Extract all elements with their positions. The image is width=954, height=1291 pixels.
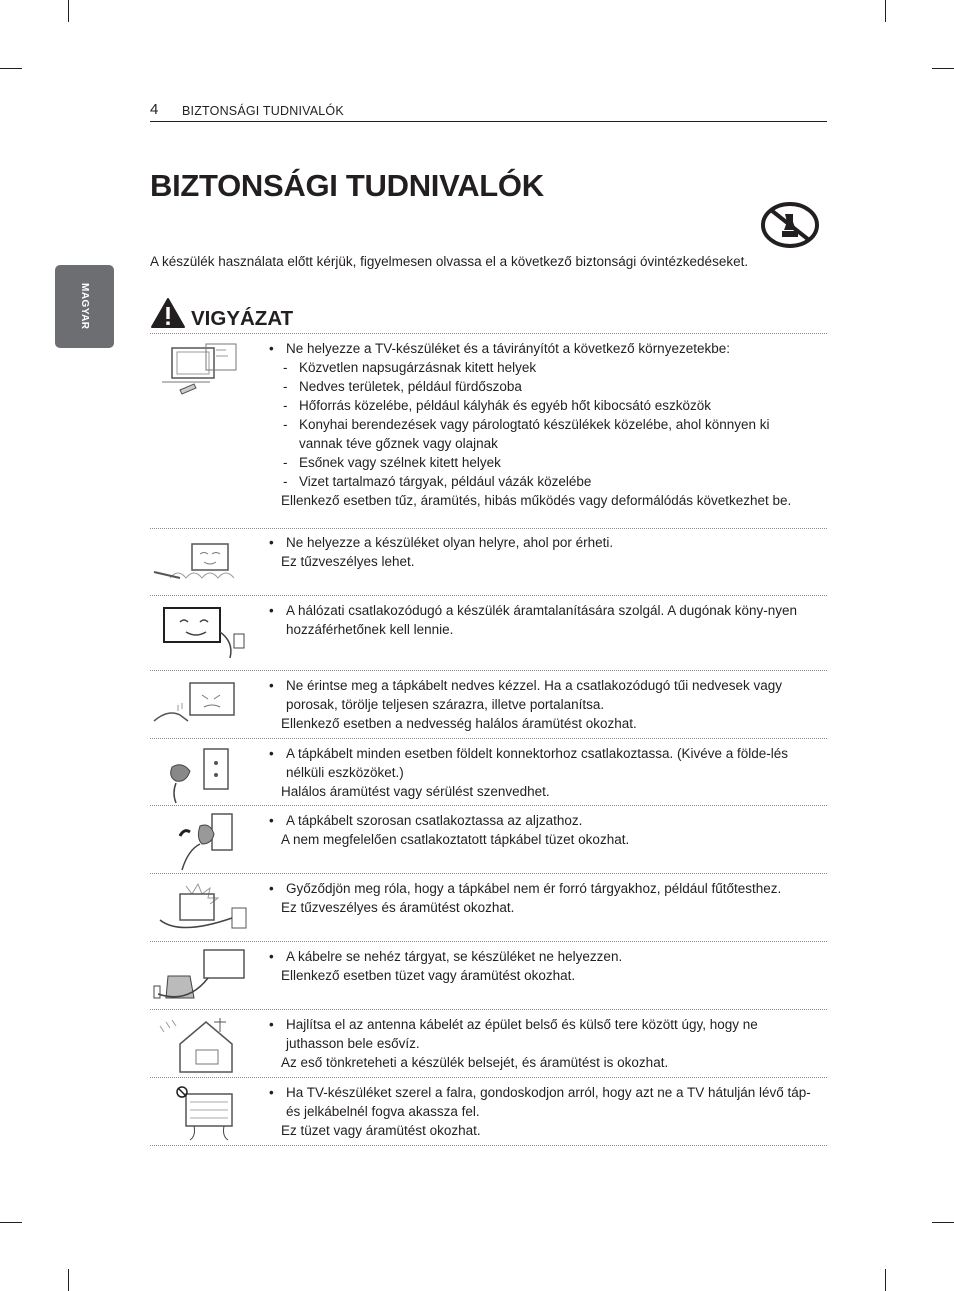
list-item: - Közvetlen napsugárzásnak kitett helyek xyxy=(266,358,813,377)
crop-mark xyxy=(68,0,69,22)
note-text: Ellenkező esetben tűz, áramütés, hibás működés vagy deformálódás következhet be. xyxy=(281,493,792,508)
safety-item xyxy=(150,671,827,739)
bullet-text: • Hajlítsa el az antenna kábelét az épület belső és külső tere között úgy, hogy ne juthasson bele esővíz. xyxy=(266,1015,813,1053)
no-disassembly-icon xyxy=(760,200,820,250)
list-item: - Hőforrás közelébe, például kályhák és egyéb hőt kibocsátó eszközök xyxy=(266,396,813,415)
bullet-text: • A tápkábelt minden esetben földelt konnektorhoz csatlakoztassa. (Kivéve a földe-lés nélküli eszközöket.) xyxy=(266,744,813,782)
safety-item xyxy=(150,333,827,529)
bullet-text: • Győződjön meg róla, hogy a tápkábel nem ér forró tárgyakhoz, például fűtőtesthez. xyxy=(266,879,813,898)
crop-mark xyxy=(0,68,22,69)
crop-mark xyxy=(932,1222,954,1223)
bullet-text: • A kábelre se nehéz tárgyat, se készüléket ne helyezzen. xyxy=(266,947,813,966)
warning-icon xyxy=(150,297,186,329)
list-item: - Konyhai berendezések vagy párologtató készülékek közelébe, ahol könnyen ki vannak téve gőznek vagy olajnak xyxy=(266,415,813,453)
header-rule xyxy=(150,121,827,122)
crop-mark xyxy=(68,1269,69,1291)
heavy-object-on-cable-illustration xyxy=(150,946,256,1008)
note-text: Ez tűzveszélyes lehet. xyxy=(281,554,415,569)
note-text: Az eső tönkreteheti a készülék belsejét, és áramütést is okozhat. xyxy=(281,1055,669,1070)
bullet-text: • A tápkábelt szorosan csatlakoztassa az aljzathoz. xyxy=(266,811,813,830)
bullet-text: • Ne helyezze a TV-készüléket és a távirányítót a következő környezetekbe: xyxy=(266,339,813,358)
bullet-text: • Ha TV-készüléket szerel a falra, gondoskodjon arról, hogy azt ne a TV hátulján lévő táp- és jelkábelnél fogva akassza fel. xyxy=(266,1083,813,1121)
note-text: A nem megfelelően csatlakoztatott tápkábel tüzet okozhat. xyxy=(281,832,630,847)
list-item: - Vizet tartalmazó tárgyak, például vázák közelébe xyxy=(266,472,813,491)
note-text: Ellenkező esetben tüzet vagy áramütést okozhat. xyxy=(281,968,576,983)
language-tab: MAGYAR xyxy=(55,265,114,348)
crop-mark xyxy=(932,68,954,69)
antenna-cable-illustration xyxy=(150,1014,256,1076)
safety-item xyxy=(150,942,827,1010)
list-item: - Nedves területek, például fürdőszoba xyxy=(266,377,813,396)
safety-item xyxy=(150,874,827,942)
running-header: BIZTONSÁGI TUDNIVALÓK xyxy=(182,104,344,118)
safety-item xyxy=(150,739,827,806)
safety-item xyxy=(150,1010,827,1078)
grounded-outlet-illustration xyxy=(150,743,256,805)
page-number: 4 xyxy=(150,101,159,118)
note-text: Ez tűzveszélyes és áramütést okozhat. xyxy=(281,900,515,915)
safety-item xyxy=(150,1078,827,1146)
bullet-text: • Ne helyezze a készüléket olyan helyre, ahol por érheti. xyxy=(266,533,813,552)
wall-mount-illustration xyxy=(150,1082,256,1144)
caution-heading: VIGYÁZAT xyxy=(191,307,294,330)
note-text: Ellenkező esetben a nedvesség halálos áramütést okozhat. xyxy=(281,716,637,731)
safety-item xyxy=(150,528,827,596)
hot-heater-illustration xyxy=(150,878,256,940)
note-text: Halálos áramütést vagy sérülést szenvedhet. xyxy=(281,784,550,799)
crop-mark xyxy=(885,1269,886,1291)
bullet-text: • A hálózati csatlakozódugó a készülék áramtalanítására szolgál. A dugónak köny-nyen hozzáférhetőnek kell lennie. xyxy=(266,601,813,639)
plug-insert-illustration xyxy=(150,810,256,872)
crop-mark xyxy=(885,0,886,22)
list-item: - Esőnek vagy szélnek kitett helyek xyxy=(266,453,813,472)
dusty-tv-illustration xyxy=(150,532,256,594)
crop-mark xyxy=(0,1222,22,1223)
wet-hands-illustration xyxy=(150,675,256,737)
note-text: Ez tüzet vagy áramütést okozhat. xyxy=(281,1123,481,1138)
safety-item xyxy=(150,596,827,671)
intro-text: A készülék használata előtt kérjük, figyelmesen olvassa el a következő biztonsági óvintézkedéseket. xyxy=(150,254,749,269)
safety-item xyxy=(150,806,827,874)
power-plug-access-illustration xyxy=(150,600,256,662)
bullet-text: • Ne érintse meg a tápkábelt nedves kézzel. Ha a csatlakozódugó tűi nedvesek vagy porosak, törölje teljesen szárazra, illetve portalanítsa. xyxy=(266,676,813,714)
tv-environment-illustration xyxy=(150,338,256,400)
page-title: BIZTONSÁGI TUDNIVALÓK xyxy=(150,168,544,203)
